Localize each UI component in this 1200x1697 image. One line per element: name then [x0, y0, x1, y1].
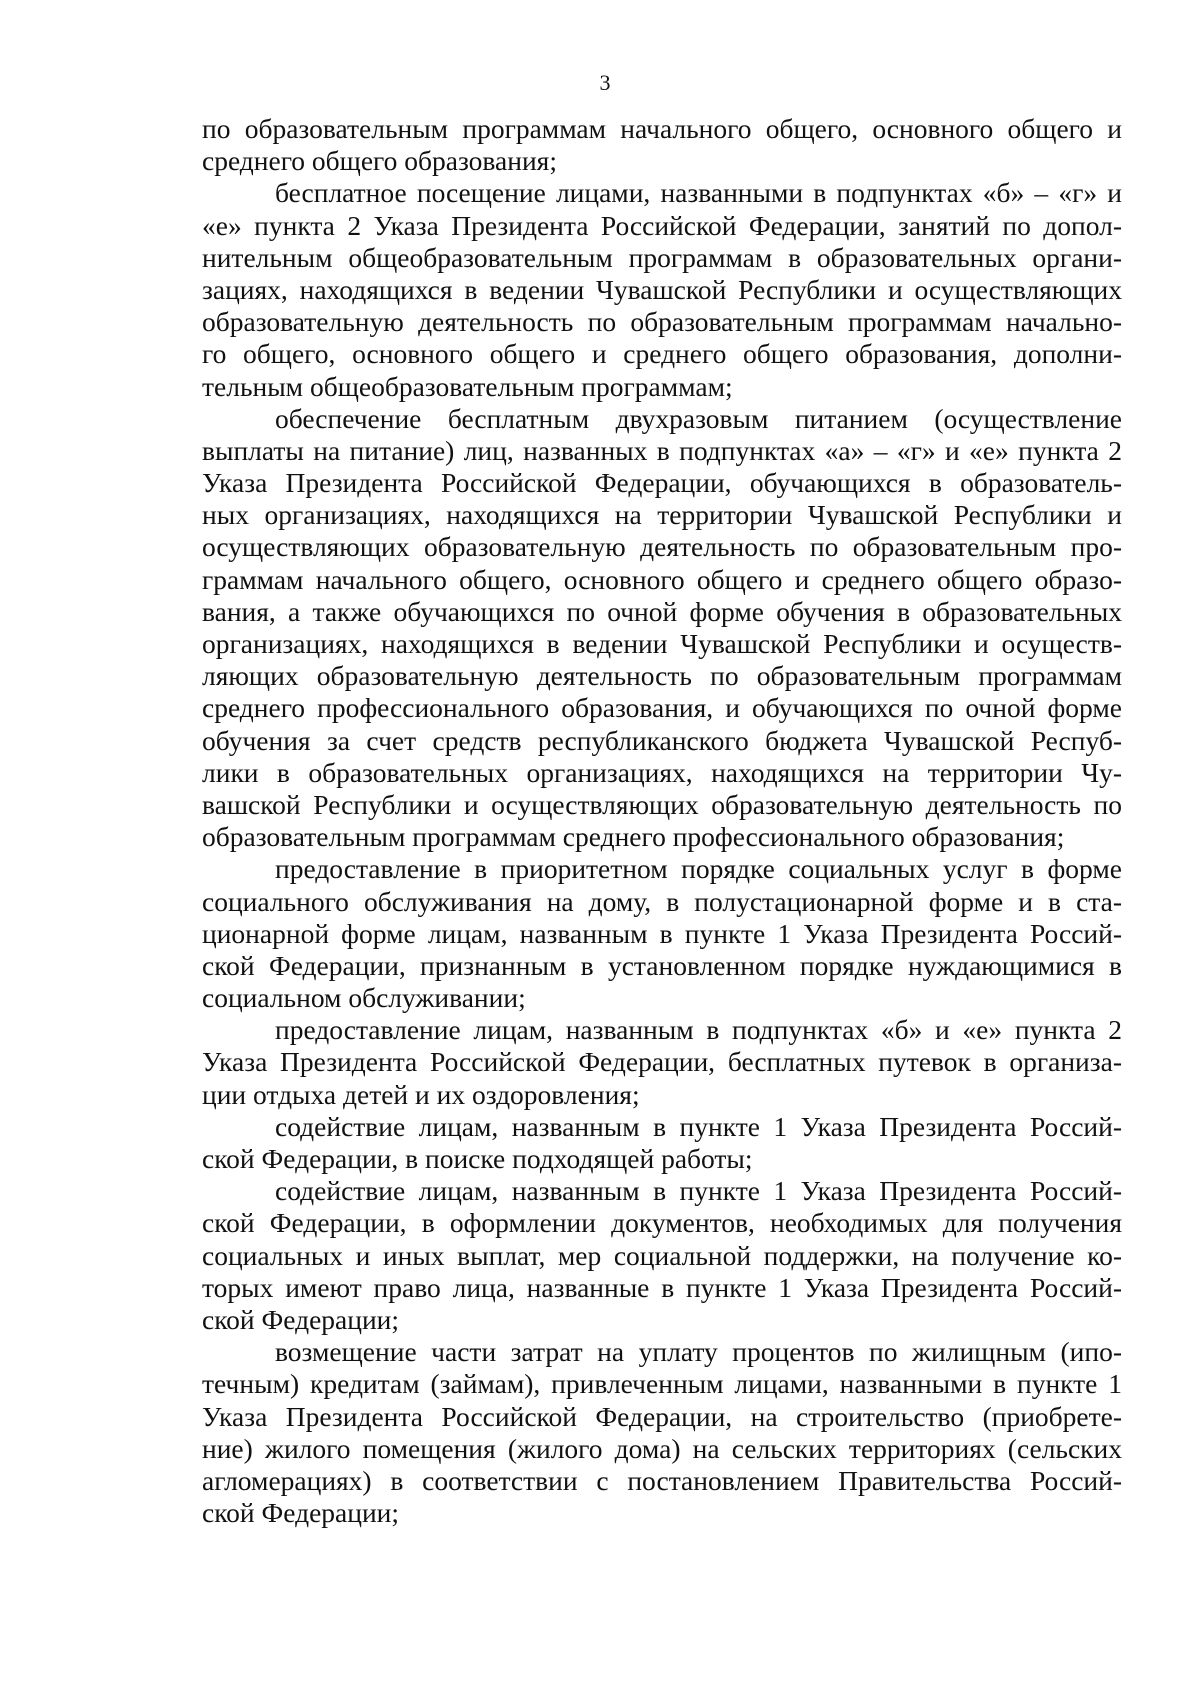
- text-line: социальном обслуживании;: [202, 982, 526, 1014]
- text-line: «е» пункта 2 Указа Президента Российской Федерации, занятий по допол-: [202, 209, 1122, 241]
- text-line: социальных и иных выплат, мер социальной поддержки, на получение ко-: [202, 1239, 1122, 1271]
- text-line: по образовательным программам начального общего, основного общего и: [202, 113, 1122, 144]
- text-line: бесплатное посещение лицами, названными в подпунктах «б» – «г» и: [275, 177, 1122, 209]
- text-line: ской Федерации, в оформлении документов, необходимых для получения: [202, 1207, 1122, 1239]
- text-line: го общего, основного общего и среднего общего образования, дополни-: [202, 338, 1122, 370]
- text-line: обеспечение бесплатным двухразовым питанием (осуществление: [275, 402, 1122, 434]
- text-line: обучения за счет средств республиканского бюджета Чувашской Респуб-: [202, 724, 1122, 756]
- text-line: социального обслуживания на дому, в полустационарной форме и в ста-: [202, 885, 1122, 917]
- text-line: нительным общеобразовательным программам в образовательных органи-: [202, 241, 1122, 273]
- text-line: ской Федерации;: [202, 1303, 400, 1335]
- text-line: среднего профессионального образования, и обучающихся по очной форме: [202, 692, 1122, 724]
- text-line: осуществляющих образовательную деятельность по образовательным про-: [202, 531, 1122, 563]
- text-line: торых имеют право лица, названные в пункте 1 Указа Президента Россий-: [202, 1271, 1122, 1303]
- text-line: образовательную деятельность по образовательным программам начально-: [202, 306, 1122, 338]
- text-line: выплаты на питание) лиц, названных в подпунктах «а» – «г» и «е» пункта 2: [202, 434, 1122, 466]
- text-line: содействие лицам, названным в пункте 1 Указа Президента Россий-: [275, 1175, 1122, 1207]
- text-line: ляющих образовательную деятельность по образовательным программам: [202, 660, 1122, 692]
- text-line: предоставление в приоритетном порядке социальных услуг в форме: [275, 853, 1122, 885]
- text-line: содействие лицам, названным в пункте 1 Указа Президента Россий-: [275, 1110, 1122, 1142]
- text-line: ской Федерации;: [202, 1497, 400, 1529]
- text-line: образовательным программам среднего профессионального образования;: [202, 821, 1065, 853]
- text-line: течным) кредитам (займам), привлеченным лицами, названными в пункте 1: [202, 1368, 1122, 1400]
- text-line: возмещение части затрат на уплату процентов по жилищным (ипо-: [275, 1336, 1122, 1368]
- text-line: тельным общеобразовательным программам;: [202, 370, 733, 402]
- page-number: 3: [599, 70, 611, 95]
- text-line: лики в образовательных организациях, находящихся на территории Чу-: [202, 756, 1122, 788]
- text-line: ской Федерации, признанным в установленном порядке нуждающимися в: [202, 949, 1122, 981]
- text-line: ных организациях, находящихся на территории Чувашской Республики и: [202, 499, 1122, 531]
- text-line: среднего общего образования;: [202, 145, 557, 177]
- text-line: ской Федерации, в поиске подходящей работы;: [202, 1143, 753, 1174]
- text-line: ции отдыха детей и их оздоровления;: [202, 1078, 640, 1110]
- text-line: ние) жилого помещения (жилого дома) на сельских территориях (сельских: [202, 1432, 1122, 1464]
- text-line: вания, а также обучающихся по очной форме обучения в образовательных: [202, 595, 1122, 627]
- text-line: Указа Президента Российской Федерации, на строительство (приобрете-: [202, 1400, 1122, 1432]
- text-line: ционарной форме лицам, названным в пункте 1 Указа Президента Россий-: [202, 917, 1122, 949]
- text-line: Указа Президента Российской Федерации, бесплатных путевок в организа-: [202, 1046, 1122, 1078]
- document-body: [202, 113, 1122, 1529]
- text-line: организациях, находящихся в ведении Чувашской Республики и осуществ-: [202, 628, 1122, 659]
- text-line: Указа Президента Российской Федерации, обучающихся в образователь-: [202, 467, 1122, 499]
- text-line: агломерациях) в соответствии с постановлением Правительства Россий-: [202, 1464, 1122, 1496]
- text-line: вашской Республики и осуществляющих образовательную деятельность по: [202, 788, 1122, 820]
- text-line: предоставление лицам, названным в подпунктах «б» и «е» пункта 2: [275, 1014, 1122, 1046]
- text-line: зациях, находящихся в ведении Чувашской Республики и осуществляющих: [202, 273, 1122, 305]
- text-line: граммам начального общего, основного общего и среднего общего образо-: [202, 563, 1122, 595]
